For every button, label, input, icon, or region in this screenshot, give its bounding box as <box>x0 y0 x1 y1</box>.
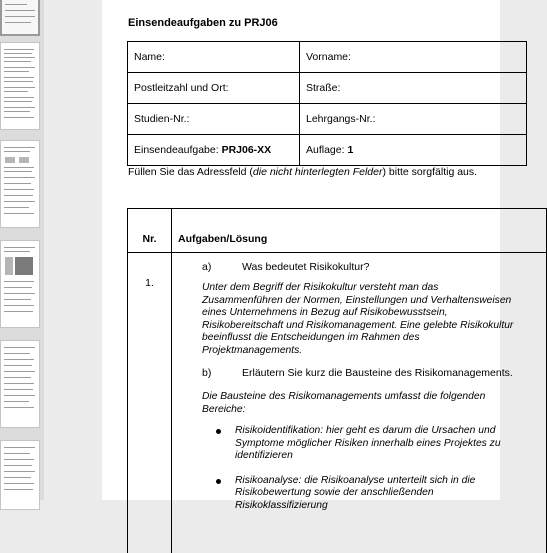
studien-nr-field[interactable] <box>128 104 300 135</box>
auflage-value: 1 <box>347 144 354 156</box>
page-thumbnail-4[interactable] <box>0 240 40 328</box>
auflage-label: Auflage: <box>306 144 345 156</box>
question-b-text: Erläutern Sie kurz die Bausteine des Risikomanagements. <box>242 367 513 379</box>
name-label: Name: <box>134 51 165 63</box>
question-a-label: a) <box>202 261 212 273</box>
question-b <box>202 367 513 379</box>
answer-line: Risikobereitschaft und Risikomanagement. Eine gelebte Risikokultur <box>202 319 514 331</box>
einsendeaufgabe-label: Einsendeaufgabe: <box>134 144 219 156</box>
answer-line: Zusammenführen der Normen, Einstellungen und Verhaltensweisen <box>202 294 512 306</box>
tasks-table <box>127 208 547 553</box>
question-a-text: Was bedeutet Risikokultur? <box>242 261 370 273</box>
address-form-table <box>127 41 527 166</box>
document-page <box>102 0 514 511</box>
task-content <box>172 253 547 553</box>
answer-line: Die Bausteine des Risikomanagements umfasst die folgenden <box>202 391 486 402</box>
bullet-line: identifizieren <box>235 450 293 461</box>
bullet-line: Risikoidentifikation: hier geht es darum die Ursachen und <box>235 425 496 436</box>
answer-line: Bereiche: <box>202 403 246 415</box>
bullet-line: Risikoklassifizierung <box>235 499 328 511</box>
instruction-italic: die nicht hinterlegten Felder <box>252 166 383 178</box>
question-b-label: b) <box>202 367 212 379</box>
postleitzahl-ort-label: Postleitzahl und Ort: <box>134 82 229 94</box>
document-gutter <box>44 0 102 500</box>
answer-line: Unter dem Begriff der Risikokultur versteht man das <box>202 282 439 293</box>
task-number: 1. <box>128 253 172 553</box>
answer-b <box>202 391 485 416</box>
studien-nr-label: Studien-Nr.: <box>134 113 190 125</box>
page-thumbnail-sidebar <box>0 0 44 500</box>
bullet-line: Risikobewertung sowie der anschließenden <box>235 487 434 498</box>
bullet-line: Symptome möglicher Risiken innerhalb eines Projektes zu <box>235 437 501 449</box>
strasse-label: Straße: <box>306 82 341 94</box>
vorname-field[interactable] <box>300 42 527 73</box>
answer-line: beeinflusst die Entscheidungen im Rahmen des <box>202 332 420 343</box>
bullet-dot-icon <box>216 479 221 484</box>
form-instruction <box>128 166 477 178</box>
answer-line: eines Unternehmens in Bezug auf Risikobewusstsein, <box>202 307 448 318</box>
instruction-suffix: ) bitte sorgfältig aus. <box>382 166 478 178</box>
question-a <box>202 261 369 273</box>
instruction-prefix: Füllen Sie das Adressfeld ( <box>128 166 253 178</box>
vorname-label: Vorname: <box>306 51 351 63</box>
bullet-dot-icon <box>216 429 221 434</box>
answer-b-bullet-list <box>216 425 501 524</box>
document-title: Einsendeaufgaben zu PRJ06 <box>128 17 278 29</box>
strasse-field[interactable] <box>300 73 527 104</box>
page-thumbnail-1[interactable] <box>0 0 40 36</box>
auflage-cell <box>300 135 527 166</box>
lehrgangs-nr-field[interactable] <box>300 104 527 135</box>
einsendeaufgabe-cell <box>128 135 300 166</box>
bullet-item <box>216 475 501 513</box>
bullet-line: Risikoanalyse: die Risikoanalyse unterteilt sich in die <box>235 474 476 486</box>
lehrgangs-nr-label: Lehrgangs-Nr.: <box>306 113 376 125</box>
postleitzahl-ort-field[interactable] <box>128 73 300 104</box>
aufgaben-column-header: Aufgaben/Lösung <box>172 209 547 253</box>
bullet-item <box>216 425 501 463</box>
nr-column-header: Nr. <box>128 209 172 253</box>
name-field[interactable] <box>128 42 300 73</box>
page-thumbnail-2[interactable] <box>0 42 40 130</box>
page-thumbnail-3[interactable] <box>0 140 40 228</box>
answer-line: Projektmanagements. <box>202 344 303 356</box>
page-thumbnail-5[interactable] <box>0 340 40 428</box>
einsendeaufgabe-value: PRJ06-XX <box>221 144 272 156</box>
page-thumbnail-6[interactable] <box>0 440 40 510</box>
answer-a <box>202 282 513 357</box>
